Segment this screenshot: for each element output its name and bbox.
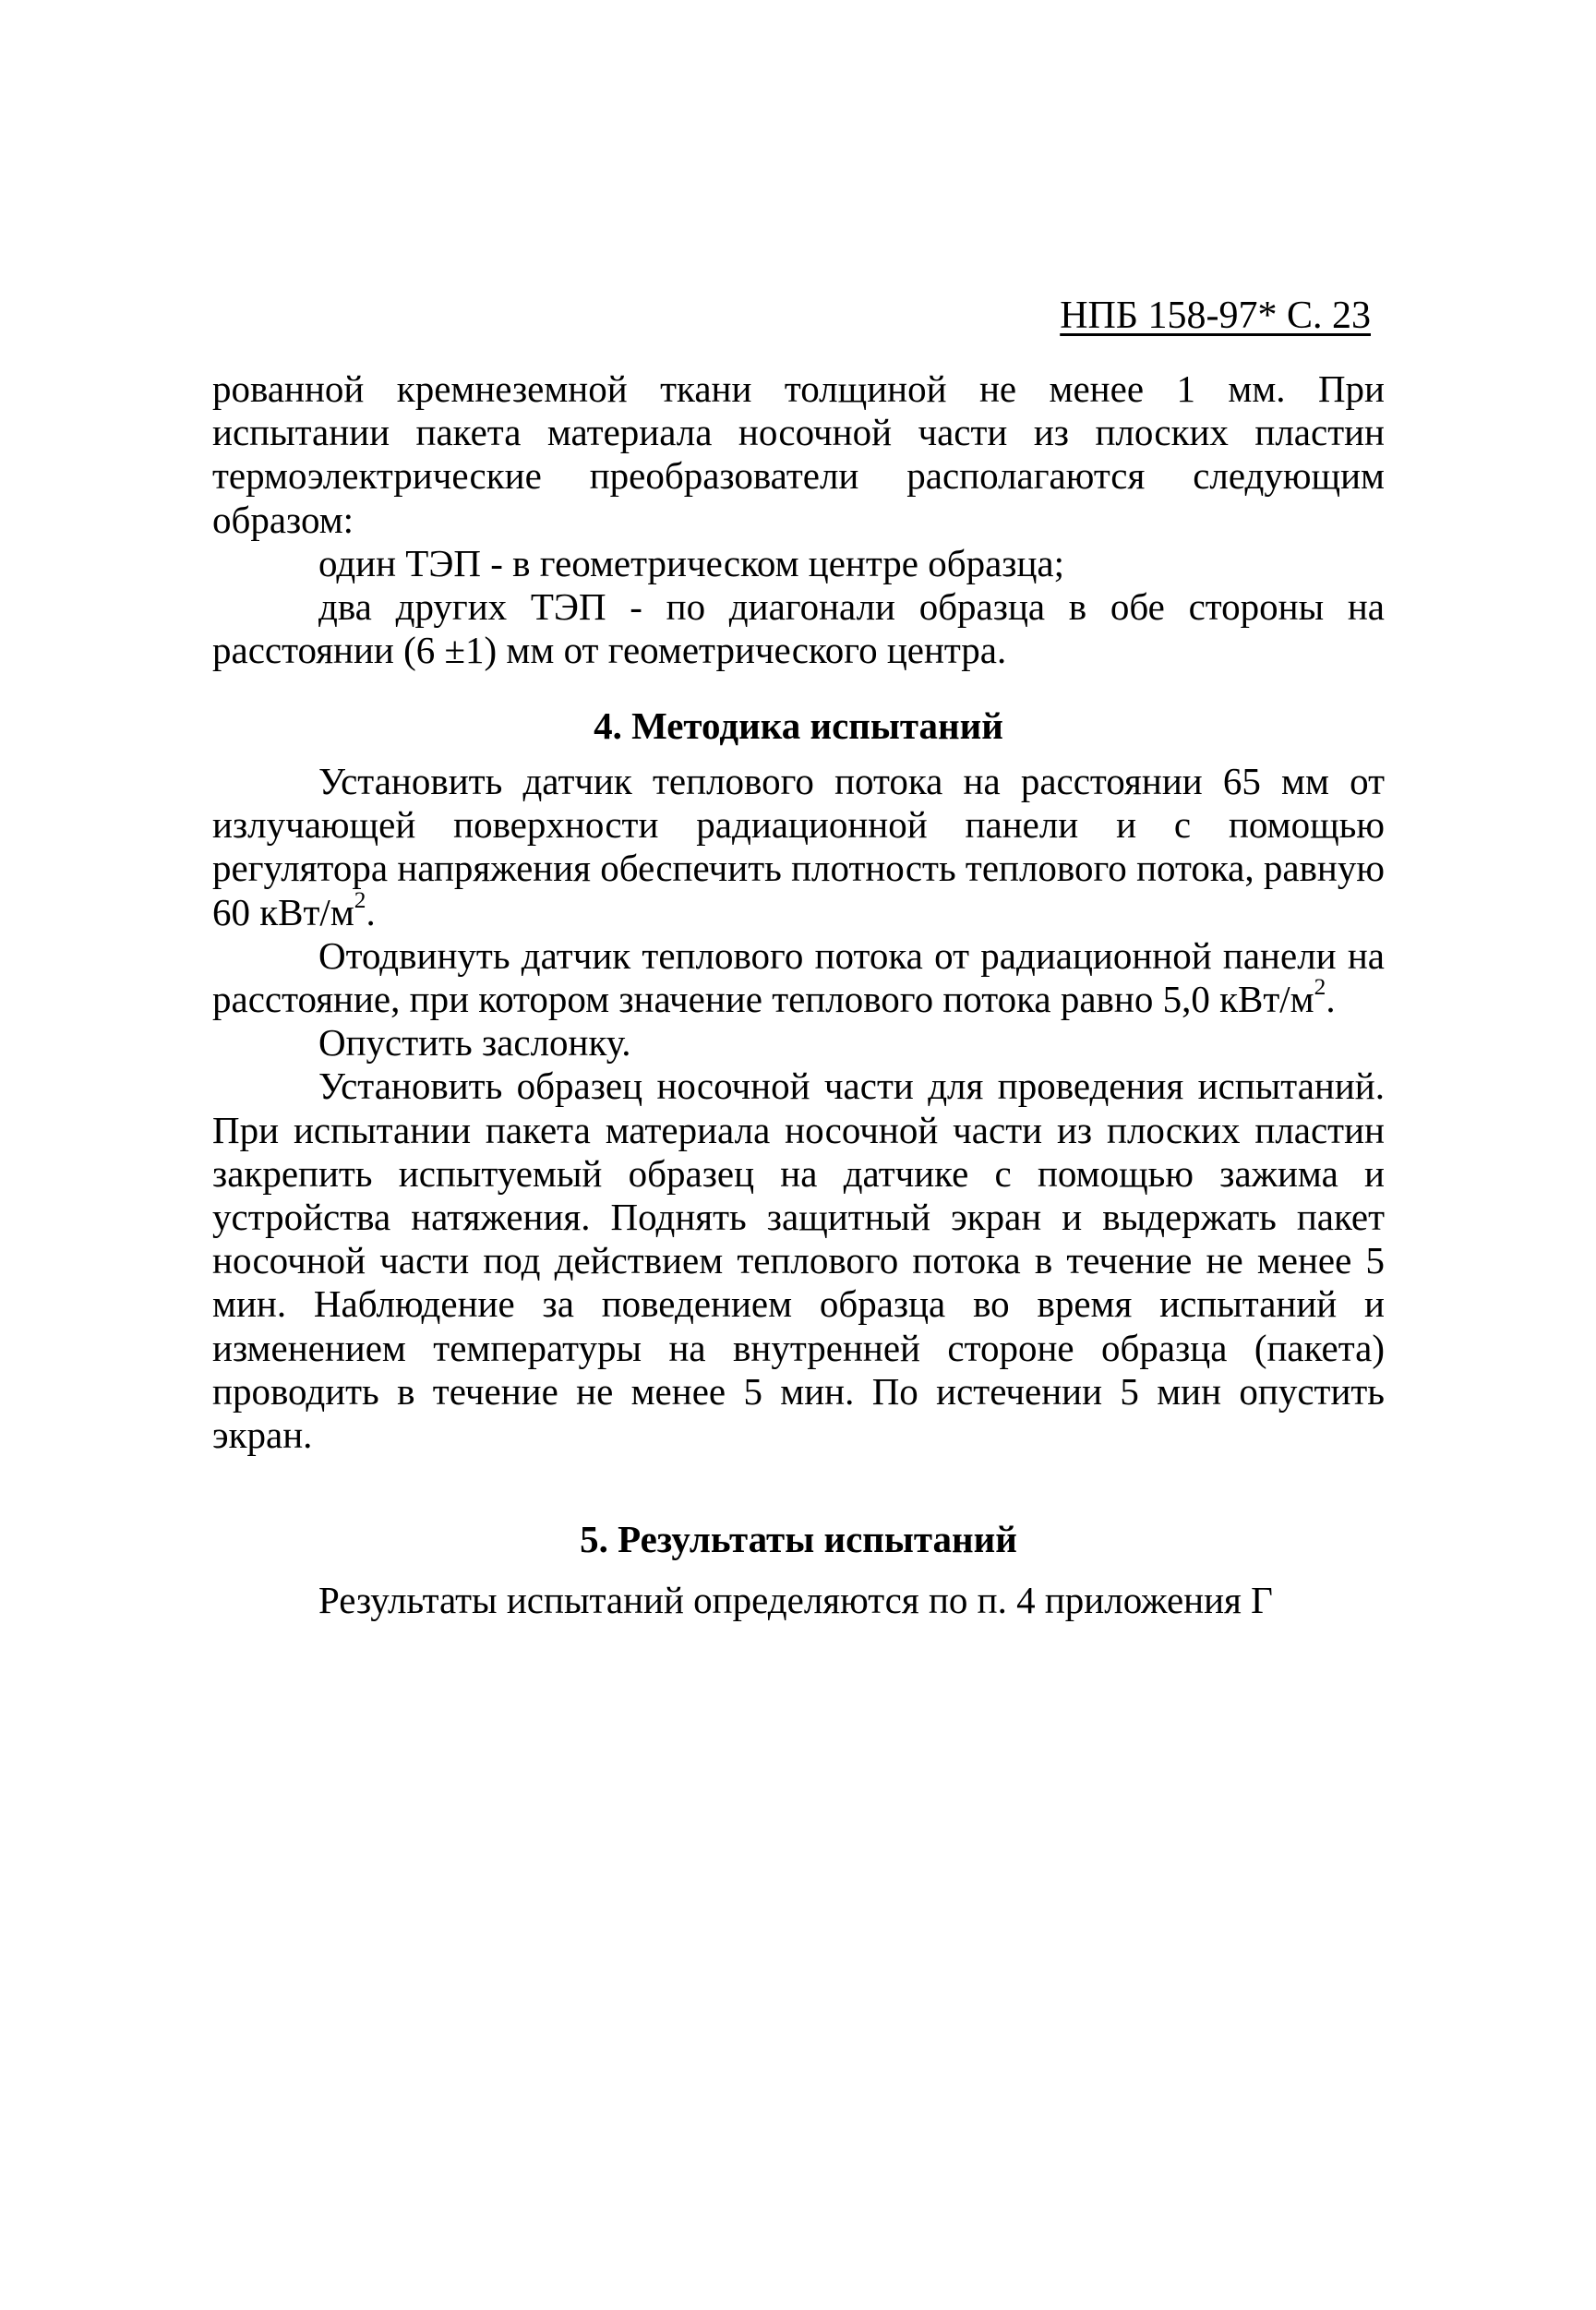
paragraph-install-sample: Установить образец носочной части для проведения испытаний. При испытании пакета материала носочной части из плоских пластин закрепить испытуемый образец на датчике с помощью зажима и устройства натяжения. Поднять защитный экран и выдержать пакет носочной части под действием теплового потока в течение не менее 5 мин. Наблюдение за поведением образца во время испытаний и изменением температуры на внутренней стороне образца (пакета) проводить в течение не менее 5 мин. По истечении 5 мин опустить экран. [212,1065,1385,1457]
section-5-heading: 5. Результаты испытаний [580,1518,1017,1560]
section-4-body [212,760,1385,1457]
paragraph-continuation: рованной кремнеземной ткани толщиной не менее 1 мм. При испытании пакета материала носочной части из плоских пластин термоэлектрические преобразователи располагаются следующим образом: [212,367,1385,541]
paragraph-sensor-setup-text: Установить датчик теплового потока на расстоянии 65 мм от излучающей поверхности радиационной панели и с помощью регулятора напряжения обеспечить плотность теплового потока, равную 60 кВт/м [212,760,1385,933]
section-continuation [212,367,1385,672]
section-4-heading: 4. Методика испытаний [594,704,1003,747]
paragraph-tep-one: один ТЭП - в геометрическом центре образца; [318,541,1065,584]
superscript-2: 2 [354,886,366,913]
paragraph-sensor-move [212,934,1385,1021]
paragraph-end-dot: . [1326,978,1336,1021]
superscript-2: 2 [1314,973,1326,1000]
paragraph-sensor-setup [212,760,1385,934]
paragraph-lower-shutter: Опустить заслонку. [318,1021,631,1065]
section-5-body [212,1579,1385,1622]
paragraph-results: Результаты испытаний определяются по п. 4 приложения Г [318,1579,1273,1621]
paragraph-end-dot: . [366,890,376,933]
paragraph-sensor-move-text: Отодвинуть датчик теплового потока от радиационной панели на расстояние, при котором значение теплового потока равно 5,0 кВт/м [212,933,1385,1021]
page-header: НПБ 158-97* С. 23 [1060,295,1371,337]
paragraph-tep-two: два других ТЭП - по диагонали образца в обе стороны на расстоянии (6 ±1) мм от геометрического центра. [212,585,1385,672]
